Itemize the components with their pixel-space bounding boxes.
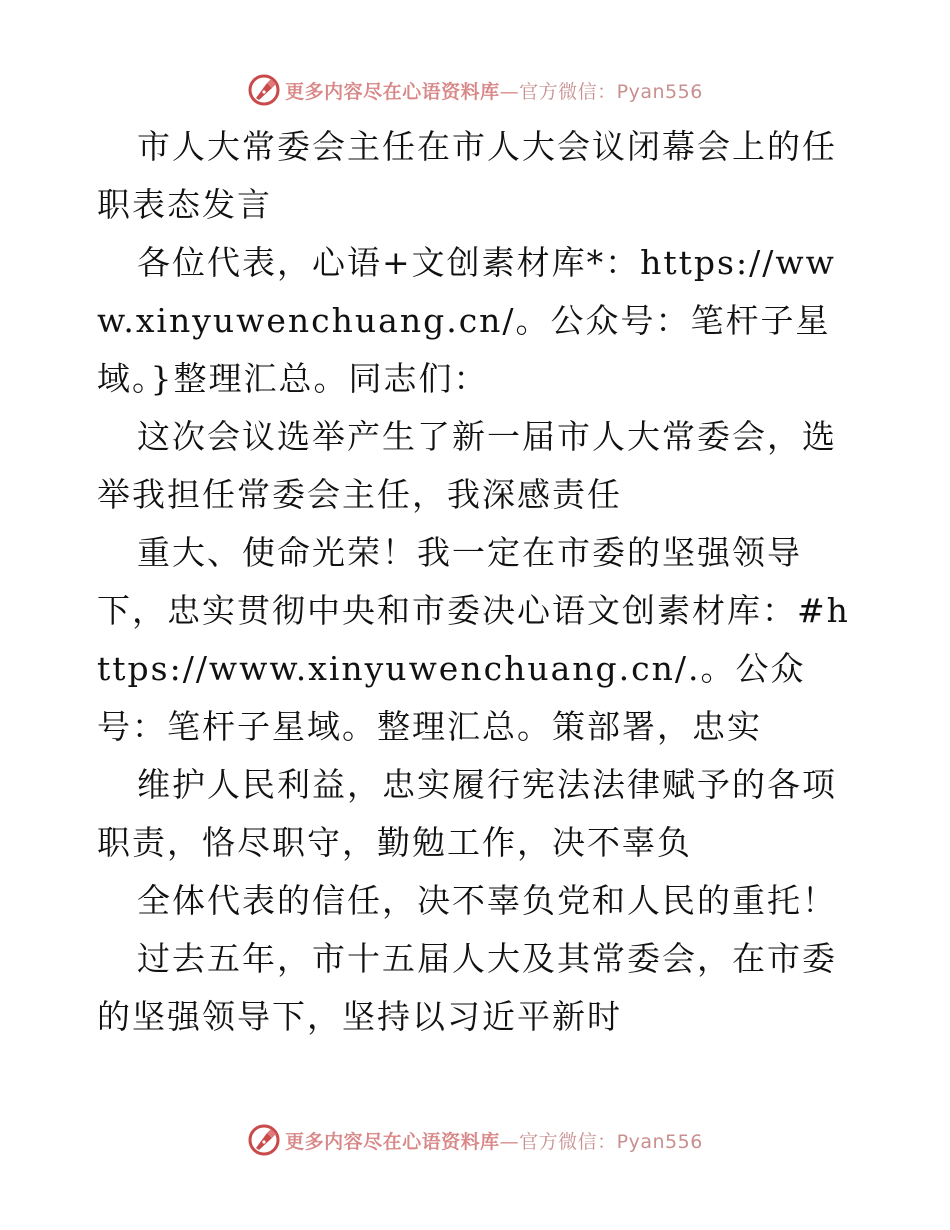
paragraph-election: 这次会议选举产生了新一届市人大常委会，选举我担任常委会主任，我深感责任 (97, 417, 837, 514)
document-body (97, 118, 857, 1046)
document-title: 市人大常委会主任在市人大会议闭幕会上的任职表态发言 (97, 127, 837, 224)
watermark-text: 更多内容尽在心语资料库—官方微信：Pyan556 (285, 1130, 703, 1153)
pen-nib-logo-icon (247, 73, 281, 107)
paragraph-commitment: 重大、使命光荣！我一定在市委的坚强领导下，忠实贯彻中央和市委决心语文创素材库：#https://www.xinyuwenchuang.cn/.。公众号：笔杆子星域。整理汇总。策部署，忠实 (97, 533, 850, 746)
watermark-text: 更多内容尽在心语资料库—官方微信：Pyan556 (285, 80, 703, 103)
footer-watermark (0, 1120, 950, 1160)
paragraph-review: 过去五年，市十五届人大及其常委会，在市委的坚强领导下，坚持以习近平新时 (97, 939, 837, 1036)
pen-nib-logo-icon (247, 1123, 281, 1157)
paragraph-trust: 全体代表的信任，决不辜负党和人民的重托！ (137, 881, 837, 920)
header-watermark (0, 70, 950, 110)
paragraph-duties: 维护人民利益，忠实履行宪法法律赋予的各项职责，恪尽职守，勤勉工作，决不辜负 (97, 765, 837, 862)
paragraph-greeting: 各位代表，心语+文创素材库*：https://www.xinyuwenchuang.cn/。公众号：笔杆子星域。}整理汇总。同志们： (97, 243, 836, 398)
